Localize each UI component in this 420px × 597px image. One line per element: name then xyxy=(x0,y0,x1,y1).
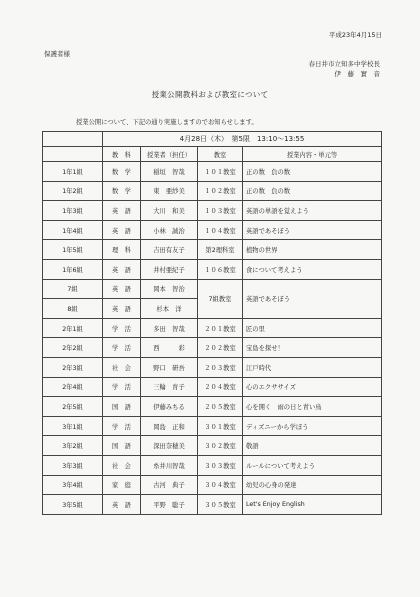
teacher-cell: 深田奈穂美 xyxy=(141,436,198,456)
table-row xyxy=(43,436,382,456)
header-class-cell xyxy=(43,147,103,162)
period-header: 4月28日（木） 第5限 13:10〜13:55 xyxy=(103,132,382,147)
table-header-period-row xyxy=(43,132,382,147)
table-row xyxy=(43,455,382,475)
teacher-cell: 岡島 正和 xyxy=(141,416,198,436)
teacher-cell: 多田 智哉 xyxy=(141,318,198,338)
room-cell: １０２教室 xyxy=(198,181,243,201)
class-cell: 1年5組 xyxy=(43,240,103,260)
addressee: 保護者様 xyxy=(44,50,70,58)
content-cell: 心のエクササイズ xyxy=(243,377,382,397)
room-cell: １０３教室 xyxy=(198,201,243,221)
class-cell: 3年4組 xyxy=(43,475,103,495)
content-cell: ルールについて考えよう xyxy=(243,455,382,475)
room-cell: ３０３教室 xyxy=(198,455,243,475)
teacher-cell: 吉田有友子 xyxy=(141,240,198,260)
sender-org: 春日井市立知多中学校長 xyxy=(308,60,380,68)
content-cell: 宝島を探せ！ xyxy=(243,338,382,358)
room-cell: ３０２教室 xyxy=(198,436,243,456)
content-cell: 敬語 xyxy=(243,436,382,456)
table-row xyxy=(43,259,382,279)
teacher-cell: 小林 誠治 xyxy=(141,220,198,240)
room-cell: ２０２教室 xyxy=(198,338,243,358)
class-cell: 1年3組 xyxy=(43,201,103,221)
room-cell: ３０５教室 xyxy=(198,495,243,515)
subject-cell: 英 語 xyxy=(103,259,141,279)
intro-text: 授業公開について、下記の通り実施しますのでお知らせします。 xyxy=(76,119,258,126)
subject-cell: 国 語 xyxy=(103,397,141,417)
header-content: 授業内容・単元等 xyxy=(243,147,382,162)
subject-cell: 社 会 xyxy=(103,455,141,475)
teacher-cell: 大川 和美 xyxy=(141,201,198,221)
sender-name: 伊 藤 實 音 xyxy=(334,70,380,78)
teacher-cell: 伊藤みちる xyxy=(141,397,198,417)
room-cell: 第2理科室 xyxy=(198,240,243,260)
table-row xyxy=(43,475,382,495)
subject-cell: 国 語 xyxy=(103,436,141,456)
content-cell: 心を開く 雨の日と青い鳥 xyxy=(243,397,382,417)
subject-cell: 学 活 xyxy=(103,377,141,397)
room-cell: ２０４教室 xyxy=(198,377,243,397)
room-cell: ３０４教室 xyxy=(198,475,243,495)
class-cell: 1年6組 xyxy=(43,259,103,279)
subject-cell: 英 語 xyxy=(103,299,141,319)
table-row xyxy=(43,357,382,377)
class-cell: 1年4組 xyxy=(43,220,103,240)
class-cell: 3年3組 xyxy=(43,455,103,475)
table-row xyxy=(43,240,382,260)
content-cell: 匠の里 xyxy=(243,318,382,338)
teacher-cell: 稲垣 智哉 xyxy=(141,162,198,182)
table-row xyxy=(43,181,382,201)
table-row xyxy=(43,495,382,515)
room-cell-merged: 7組教室 xyxy=(198,279,243,318)
room-cell: １０６教室 xyxy=(198,259,243,279)
content-cell: 正の数 負の数 xyxy=(243,181,382,201)
room-cell: １０４教室 xyxy=(198,220,243,240)
content-cell: 江戸時代 xyxy=(243,357,382,377)
content-cell: 英語であそぼう xyxy=(243,220,382,240)
subject-cell: 家 庭 xyxy=(103,475,141,495)
teacher-cell: 杉本 洋 xyxy=(141,299,198,319)
class-cell: 3年2組 xyxy=(43,436,103,456)
content-cell-merged: 英語であそぼう xyxy=(243,279,382,318)
class-cell: 1年1組 xyxy=(43,162,103,182)
table-row xyxy=(43,397,382,417)
table-row xyxy=(43,220,382,240)
class-cell: 3年1組 xyxy=(43,416,103,436)
teacher-cell: 三輪 育子 xyxy=(141,377,198,397)
content-cell: 植物の世界 xyxy=(243,240,382,260)
class-cell: 8組 xyxy=(43,299,103,319)
teacher-cell: 西 彩 xyxy=(141,338,198,358)
class-cell: 3年5組 xyxy=(43,495,103,515)
room-cell: ２０３教室 xyxy=(198,357,243,377)
class-cell: 2年5組 xyxy=(43,397,103,417)
sender-block xyxy=(309,59,381,79)
subject-cell: 理 科 xyxy=(103,240,141,260)
subject-cell: 社 会 xyxy=(103,357,141,377)
header-teacher: 授業者（担任） xyxy=(141,147,198,162)
header-room: 教室 xyxy=(198,147,243,162)
teacher-cell: 東 亜紗美 xyxy=(141,181,198,201)
document-title: 授業公開教科および教室について xyxy=(151,90,269,99)
header-subject: 教 科 xyxy=(103,147,141,162)
class-cell: 2年2組 xyxy=(43,338,103,358)
table-row xyxy=(43,279,382,299)
teacher-cell: 平野 聡子 xyxy=(141,495,198,515)
teacher-cell: 岡本 智治 xyxy=(141,279,198,299)
subject-cell: 数 学 xyxy=(103,162,141,182)
content-cell: 食について考えよう xyxy=(243,259,382,279)
class-cell: 2年3組 xyxy=(43,357,103,377)
class-cell: 7組 xyxy=(43,279,103,299)
table-row xyxy=(43,377,382,397)
class-cell: 2年4組 xyxy=(43,377,103,397)
room-cell: １０１教室 xyxy=(198,162,243,182)
subject-cell: 英 語 xyxy=(103,201,141,221)
class-cell: 1年2組 xyxy=(43,181,103,201)
teacher-cell: 糸井川智哉 xyxy=(141,455,198,475)
table-row xyxy=(43,318,382,338)
room-cell: ３０１教室 xyxy=(198,416,243,436)
table-row xyxy=(43,338,382,358)
content-cell: ディズニーから学ぼう xyxy=(243,416,382,436)
table-row xyxy=(43,162,382,182)
subject-cell: 学 活 xyxy=(103,416,141,436)
content-cell: 正の数 負の数 xyxy=(243,162,382,182)
room-cell: ２０１教室 xyxy=(198,318,243,338)
subject-cell: 学 活 xyxy=(103,318,141,338)
teacher-cell: 井村亜紀子 xyxy=(141,259,198,279)
room-cell: ２０５教室 xyxy=(198,397,243,417)
teacher-cell: 古河 典子 xyxy=(141,475,198,495)
subject-cell: 英 語 xyxy=(103,495,141,515)
subject-cell: 英 語 xyxy=(103,220,141,240)
schedule-table xyxy=(42,131,382,515)
subject-cell: 学 活 xyxy=(103,338,141,358)
content-cell: 幼児の心身の発達 xyxy=(243,475,382,495)
content-cell: Let's Enjoy English xyxy=(243,495,382,515)
subject-cell: 英 語 xyxy=(103,279,141,299)
table-row xyxy=(43,201,382,221)
document-date: 平成23年4月15日 xyxy=(328,31,382,39)
subject-cell: 数 学 xyxy=(103,181,141,201)
class-cell: 2年1組 xyxy=(43,318,103,338)
table-row xyxy=(43,416,382,436)
table-header-row xyxy=(43,147,382,162)
header-blank-cell xyxy=(43,132,103,147)
content-cell: 英語の単語を覚えよう xyxy=(243,201,382,221)
teacher-cell: 野口 研吾 xyxy=(141,357,198,377)
